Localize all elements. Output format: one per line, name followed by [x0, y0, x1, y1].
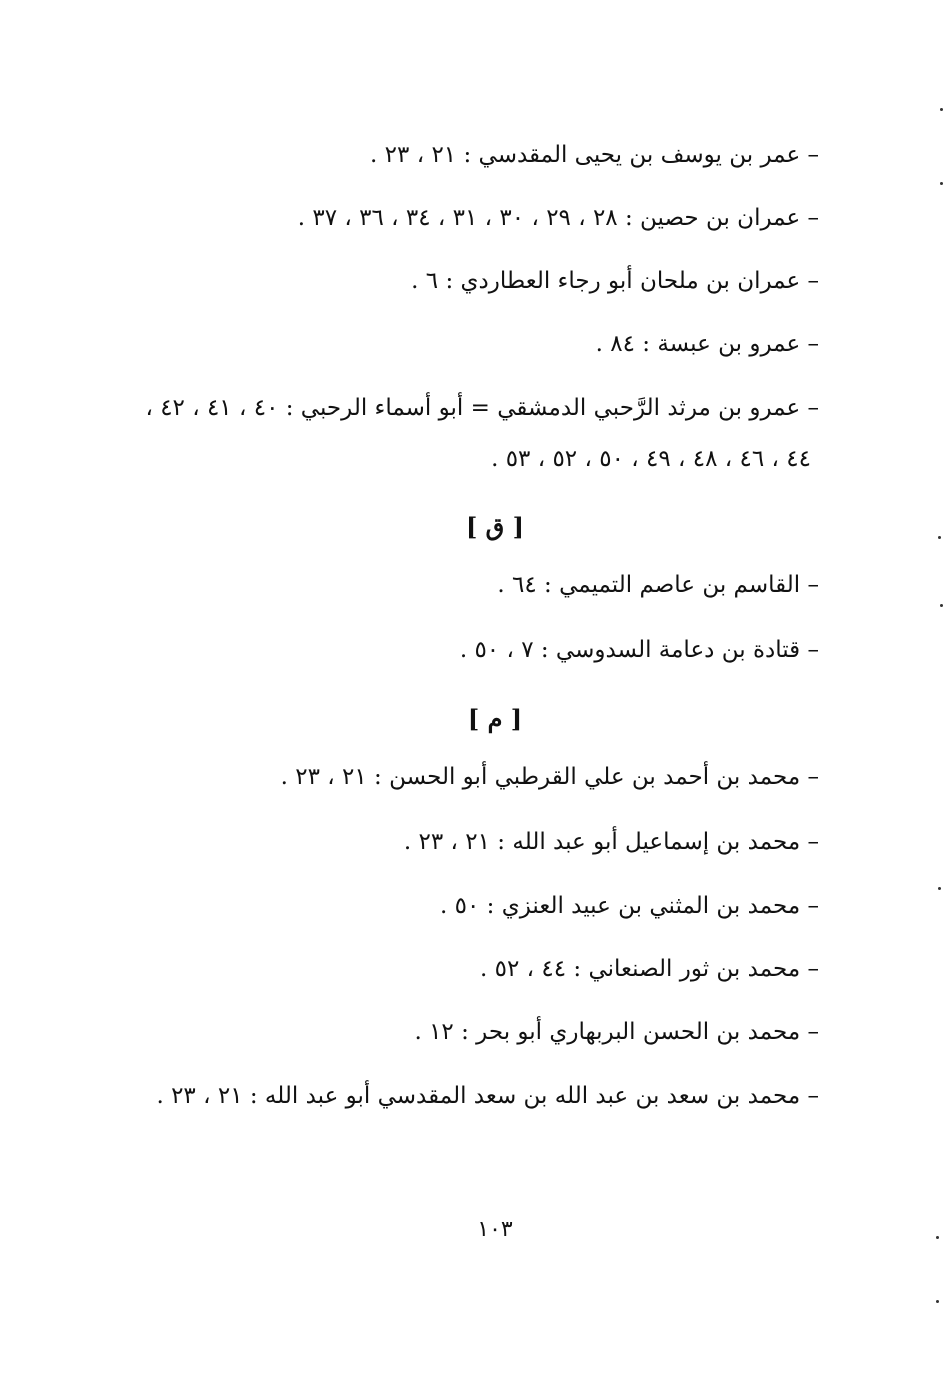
scan-speck — [936, 1300, 939, 1303]
section-heading-mim: [ م ] — [467, 704, 523, 733]
section-heading-qaf: [ ق ] — [465, 512, 525, 541]
scan-speck — [940, 604, 943, 607]
index-entry: – عمرو بن عبسة : ٨٤ . — [595, 331, 819, 357]
scan-speck — [938, 887, 941, 890]
index-entry: – عمران بن ملحان أبو رجاء العطاردي : ٦ . — [411, 268, 819, 294]
index-entry: – محمد بن أحمد بن علي القرطبي أبو الحسن : ٢١ ، ٢٣ . — [280, 764, 819, 790]
index-entry: – عمران بن حصين : ٢٨ ، ٢٩ ، ٣٠ ، ٣١ ، ٣٤ ، ٣٦ ، ٣٧ . — [297, 205, 819, 231]
index-entry: – القاسم بن عاصم التميمي : ٦٤ . — [497, 572, 819, 598]
index-entry: – عمر بن يوسف بن يحيى المقدسي : ٢١ ، ٢٣ . — [370, 142, 819, 168]
index-entry: – عمرو بن مرثد الرَّحبي الدمشقي = أبو أسماء الرحبي : ٤٠ ، ٤١ ، ٤٢ ، — [145, 395, 819, 421]
scan-speck — [938, 536, 941, 539]
index-entry-continuation: ٤٤ ، ٤٦ ، ٤٨ ، ٤٩ ، ٥٠ ، ٥٢ ، ٥٣ . — [491, 446, 811, 472]
index-entry: – محمد بن ثور الصنعاني : ٤٤ ، ٥٢ . — [479, 956, 819, 982]
index-entry: – محمد بن المثني بن عبيد العنزي : ٥٠ . — [440, 893, 819, 919]
index-entry: – قتادة بن دعامة السدوسي : ٧ ، ٥٠ . — [459, 637, 819, 663]
index-entry: – محمد بن إسماعيل أبو عبد الله : ٢١ ، ٢٣ . — [403, 829, 819, 855]
index-entry: – محمد بن سعد بن عبد الله بن سعد المقدسي أبو عبد الله : ٢١ ، ٢٣ . — [156, 1083, 819, 1109]
scan-speck — [936, 1236, 939, 1239]
index-entry: – محمد بن الحسن البربهاري أبو بحر : ١٢ . — [414, 1019, 819, 1045]
page-number: ١٠٣ — [477, 1217, 513, 1242]
scan-speck — [940, 182, 943, 185]
scan-speck — [940, 108, 943, 111]
